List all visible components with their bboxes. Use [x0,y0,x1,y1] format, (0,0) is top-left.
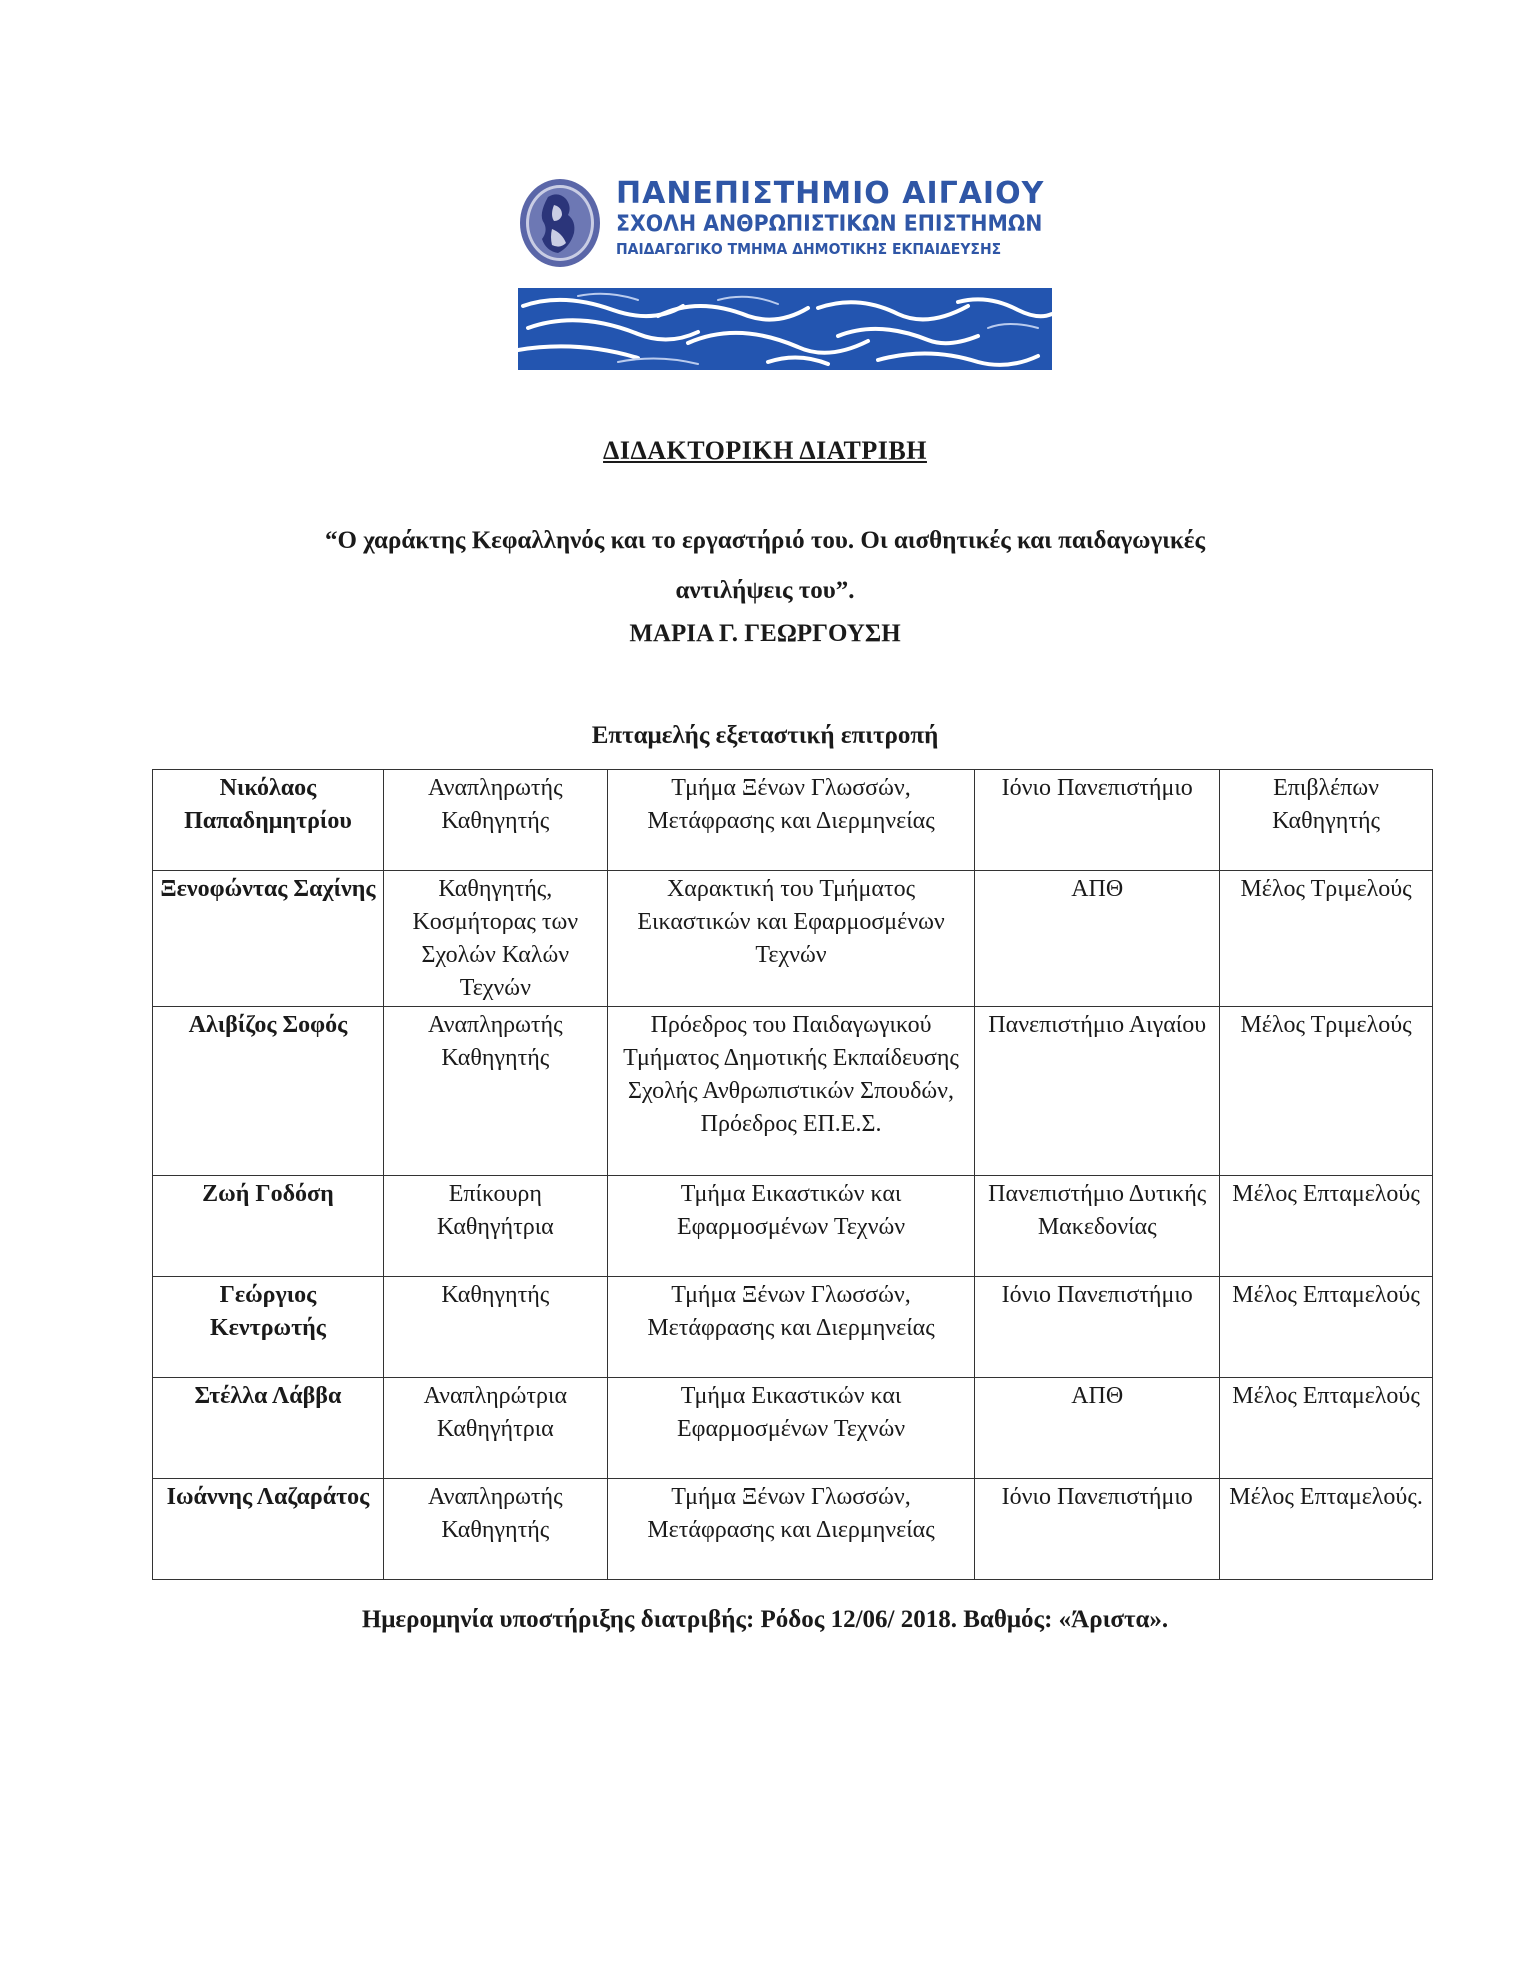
school-name: ΣΧΟΛΗ ΑΝΘΡΩΠΙΣΤΙΚΩΝ ΕΠΙΣΤΗΜΩΝ [616,212,1043,237]
table-row [153,770,1433,871]
member-name: Ξενοφώντας Σαχίνης [153,871,384,1007]
university-seal-icon [518,177,602,269]
member-rank: Επίκουρη Καθηγήτρια [383,1176,607,1277]
document-type-heading: ΔΙΔΑΚΤΟΡΙΚΗ ΔΙΑΤΡΙΒΗ [603,436,927,465]
member-department: Τμήμα Ξένων Γλωσσών, Μετάφρασης και Διερμηνείας [607,1277,975,1378]
member-rank: Καθηγητής [383,1277,607,1378]
member-institution: ΑΠΘ [975,871,1220,1007]
member-rank: Αναπληρωτής Καθηγητής [383,1007,607,1176]
member-name: Ζωή Γοδόση [153,1176,384,1277]
member-role: Μέλος Επταμελούς. [1220,1479,1433,1580]
member-institution: Πανεπιστήμιο Αιγαίου [975,1007,1220,1176]
table-row [153,1007,1433,1176]
member-role: Επιβλέπων Καθηγητής [1220,770,1433,871]
member-role: Μέλος Επταμελούς [1220,1176,1433,1277]
member-institution: Πανεπιστήμιο Δυτικής Μακεδονίας [975,1176,1220,1277]
member-department: Πρόεδρος του Παιδαγωγικού Τμήματος Δημοτικής Εκπαίδευσης Σχολής Ανθρωπιστικών Σπουδών, Πρόεδρος ΕΠ.Ε.Σ. [607,1007,975,1176]
member-institution: Ιόνιο Πανεπιστήμιο [975,1277,1220,1378]
department-name: ΠΑΙΔΑΓΩΓΙΚΟ ΤΜΗΜΑ ΔΗΜΟΤΙΚΗΣ ΕΚΠΑΙΔΕΥΣΗΣ [616,240,1002,258]
table-row [153,1277,1433,1378]
member-department: Τμήμα Εικαστικών και Εφαρμοσμένων Τεχνών [607,1176,975,1277]
member-rank: Καθηγητής, Κοσμήτορας των Σχολών Καλών Τεχνών [383,871,607,1007]
member-department: Τμήμα Ξένων Γλωσσών, Μετάφρασης και Διερμηνείας [607,1479,975,1580]
member-role: Μέλος Επταμελούς [1220,1277,1433,1378]
table-row [153,871,1433,1007]
member-name: Γεώργιος Κεντρωτής [153,1277,384,1378]
member-department: Τμήμα Εικαστικών και Εφαρμοσμένων Τεχνών [607,1378,975,1479]
member-role: Μέλος Τριμελούς [1220,871,1433,1007]
defense-date-and-grade: Ημερομηνία υποστήριξης διατριβής: Ρόδος 12/06/ 2018. Βαθμός: «Άριστα». [361,1606,1169,1633]
member-rank: Αναπληρωτής Καθηγητής [383,770,607,871]
member-rank: Αναπληρώτρια Καθηγήτρια [383,1378,607,1479]
member-name: Στέλλα Λάββα [153,1378,384,1479]
member-department: Τμήμα Ξένων Γλωσσών, Μετάφρασης και Διερμηνείας [607,770,975,871]
member-name: Ιωάννης Λαζαράτος [153,1479,384,1580]
member-institution: ΑΠΘ [975,1378,1220,1479]
dissertation-title [230,516,1300,616]
member-name: Νικόλαος Παπαδημητρίου [153,770,384,871]
member-role: Μέλος Επταμελούς [1220,1378,1433,1479]
wave-banner-image [518,288,1052,370]
table-row [153,1378,1433,1479]
member-rank: Αναπληρωτής Καθηγητής [383,1479,607,1580]
member-name: Αλιβίζος Σοφός [153,1007,384,1176]
title-line-1: “Ο χαράκτης Κεφαλληνός και το εργαστήριό του. Οι αισθητικές και παιδαγωγικές [325,527,1205,554]
table-row [153,1479,1433,1580]
member-role: Μέλος Τριμελούς [1220,1007,1433,1176]
member-department: Χαρακτική του Τμήματος Εικαστικών και Εφαρμοσμένων Τεχνών [607,871,975,1007]
committee-table [152,769,1433,1580]
university-name: ΠΑΝΕΠΙΣΤΗΜΙΟ ΑΙΓΑΙΟΥ [616,176,1045,211]
title-line-2: αντιλήψεις του”. [675,577,855,604]
member-institution: Ιόνιο Πανεπιστήμιο [975,1479,1220,1580]
author-name: ΜΑΡΙΑ Γ. ΓΕΩΡΓΟΥΣΗ [629,620,901,647]
member-institution: Ιόνιο Πανεπιστήμιο [975,770,1220,871]
table-row [153,1176,1433,1277]
committee-heading: Επταμελής εξεταστική επιτροπή [591,722,939,749]
